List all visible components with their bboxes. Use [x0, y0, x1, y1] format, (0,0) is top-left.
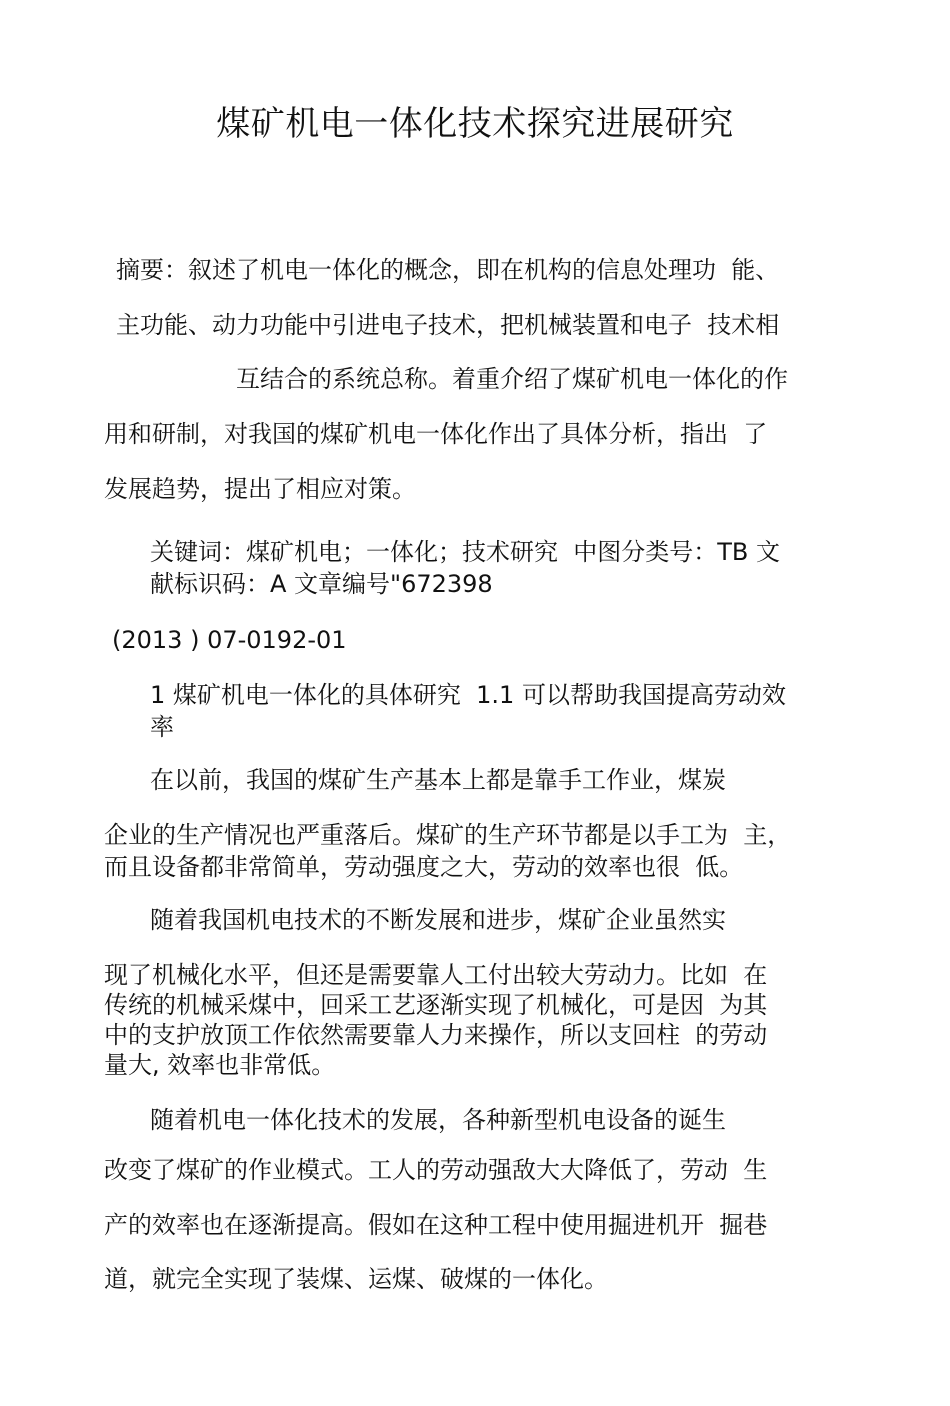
paragraph-line: 现了机械化水平，但还是需要靠人工付出较大劳动力。比如 在 — [104, 961, 768, 989]
abstract-line: 用和研制，对我国的煤矿机电一体化作出了具体分析，指出 了 — [104, 420, 768, 448]
section-heading-line: 率 — [150, 713, 174, 741]
paragraph-line: 产的效率也在逐渐提高。假如在这种工程中使用掘进机开 掘巷 — [104, 1211, 768, 1239]
abstract-line: 主功能、动力功能中引进电子技术，把机械装置和电子 技术相 — [116, 311, 780, 339]
abstract-line: 摘要：叙述了机电一体化的概念，即在机构的信息处理功 能、 — [116, 256, 780, 284]
article-number-line: (2013 ) 07-0192-01 — [112, 626, 347, 654]
paragraph-line: 传统的机械采煤中，回采工艺逐渐实现了机械化，可是因 为其 — [104, 991, 768, 1019]
paragraph-line: 在以前，我国的煤矿生产基本上都是靠手工作业，煤炭 — [150, 766, 726, 794]
abstract-line: 发展趋势，提出了相应对策。 — [104, 475, 416, 503]
paragraph-line: 中的支护放顶工作依然需要靠人力来操作，所以支回柱 的劳动 — [104, 1021, 768, 1049]
paragraph-line: 改变了煤矿的作业模式。工人的劳动强敌大大降低了，劳动 生 — [104, 1156, 768, 1184]
section-heading-line: 1 煤矿机电一体化的具体研究 1.1 可以帮助我国提高劳动效 — [150, 681, 786, 709]
keywords-line: 献标识码：A 文章编号"672398 — [150, 570, 493, 598]
keywords-line: 关键词：煤矿机电；一体化；技术研究 中图分类号：TB 文 — [150, 538, 781, 566]
paragraph-line: 随着我国机电技术的不断发展和进步，煤矿企业虽然实 — [150, 906, 726, 934]
abstract-line: 互结合的系统总称。着重介绍了煤矿机电一体化的作 — [236, 365, 788, 393]
paragraph-line: 道，就完全实现了装煤、运煤、破煤的一体化。 — [104, 1265, 608, 1293]
paragraph-line: 企业的生产情况也严重落后。煤矿的生产环节都是以手工为 主， — [104, 821, 792, 849]
paragraph-line: 而且设备都非常简单，劳动强度之大，劳动的效率也很 低。 — [104, 853, 744, 881]
paragraph-line: 量大, 效率也非常低。 — [104, 1051, 336, 1079]
document-title: 煤矿机电一体化技术探究进展研究 — [216, 104, 734, 144]
paragraph-line: 随着机电一体化技术的发展，各种新型机电设备的诞生 — [150, 1106, 726, 1134]
